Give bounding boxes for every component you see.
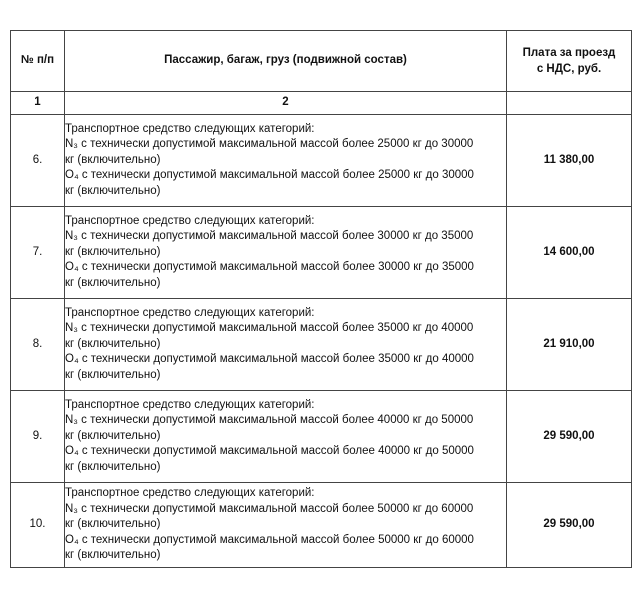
row-description: [65, 207, 507, 299]
header-description: Пассажир, багаж, груз (подвижной состав): [65, 31, 507, 92]
row-number: 9.: [11, 391, 65, 483]
description-line: кг (включительно): [65, 276, 161, 289]
description-line: кг (включительно): [65, 518, 161, 531]
row-description: [65, 299, 507, 391]
column-index-1: 1: [11, 92, 65, 115]
description-line: кг (включительно): [65, 184, 161, 197]
description-line: Транспортное средство следующих категорий:: [65, 214, 315, 227]
description-line: O₄ с технически допустимой максимальной массой более 50000 кг до 60000: [65, 533, 474, 546]
description-line: N₃ с технически допустимой максимальной массой более 25000 кг до 30000: [65, 138, 474, 151]
row-price: 11 380,00: [507, 115, 632, 207]
row-description: [65, 115, 507, 207]
row-price: 14 600,00: [507, 207, 632, 299]
description-line: O₄ с технически допустимой максимальной массой более 35000 кг до 40000: [65, 353, 474, 366]
table-row: [11, 483, 632, 568]
table-row: [11, 391, 632, 483]
description-line: кг (включительно): [65, 153, 161, 166]
row-number: 10.: [11, 483, 65, 568]
description-line: Транспортное средство следующих категорий:: [65, 487, 315, 500]
description-line: кг (включительно): [65, 460, 161, 473]
description-line: кг (включительно): [65, 337, 161, 350]
header-price-line-2: с НДС, руб.: [536, 63, 602, 75]
row-price: 21 910,00: [507, 299, 632, 391]
description-line: O₄ с технически допустимой максимальной массой более 25000 кг до 30000: [65, 169, 474, 182]
description-line: N₃ с технически допустимой максимальной массой более 50000 кг до 60000: [65, 502, 474, 515]
row-description: [65, 483, 507, 568]
header-row: [11, 31, 632, 92]
description-line: N₃ с технически допустимой максимальной массой более 40000 кг до 50000: [65, 414, 474, 427]
row-description: [65, 391, 507, 483]
row-number: 6.: [11, 115, 65, 207]
description-line: кг (включительно): [65, 245, 161, 258]
description-line: N₃ с технически допустимой максимальной массой более 35000 кг до 40000: [65, 322, 474, 335]
header-price: [507, 31, 632, 92]
description-line: Транспортное средство следующих категорий:: [65, 306, 315, 319]
description-line: кг (включительно): [65, 549, 161, 562]
column-index-3: [507, 92, 632, 115]
column-index-row: [11, 92, 632, 115]
table-row: [11, 115, 632, 207]
table-row: [11, 207, 632, 299]
header-num: № п/п: [11, 31, 65, 92]
header-price-line-1: Плата за проезд: [522, 47, 616, 59]
table-row: [11, 299, 632, 391]
description-line: кг (включительно): [65, 429, 161, 442]
description-line: Транспортное средство следующих категорий:: [65, 398, 315, 411]
description-line: кг (включительно): [65, 368, 161, 381]
column-index-2: 2: [65, 92, 507, 115]
tariff-table: [10, 30, 632, 568]
description-line: Транспортное средство следующих категорий:: [65, 122, 315, 135]
description-line: O₄ с технически допустимой максимальной массой более 40000 кг до 50000: [65, 445, 474, 458]
row-number: 8.: [11, 299, 65, 391]
row-price: 29 590,00: [507, 483, 632, 568]
row-price: 29 590,00: [507, 391, 632, 483]
row-number: 7.: [11, 207, 65, 299]
description-line: N₃ с технически допустимой максимальной массой более 30000 кг до 35000: [65, 230, 474, 243]
description-line: O₄ с технически допустимой максимальной массой более 30000 кг до 35000: [65, 261, 474, 274]
